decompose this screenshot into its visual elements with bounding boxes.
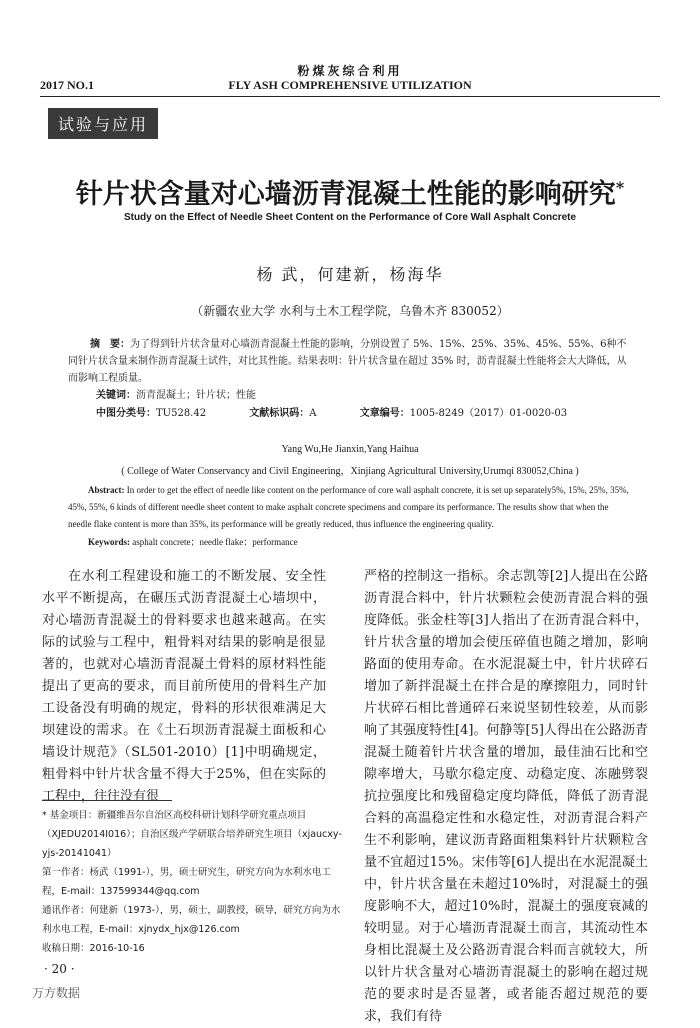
footnote-rule (42, 800, 172, 801)
abstract-cn-text: 为了得到针片状含量对心墙沥青混凝土性能的影响，分别设置了 5%、15%、25%、35%、45%、55%、6种不同针片状含量来制作沥青混凝土试件，对比其性能。结果表明：针片状含量在超过 35% 时，沥青混凝土性能将会大大降低，从而影响工程质量。 (68, 339, 627, 384)
footnotes (42, 806, 342, 958)
classification-line (96, 404, 636, 419)
watermark: 万方数据 (32, 986, 81, 1000)
body-column-right (364, 566, 648, 1028)
footnote-corresponding-author: 通讯作者：何建新（1973-），男，硕士，副教授，硕导，研究方向为水利水电工程，E-mail：xjnydx_hjx@126.com (42, 905, 341, 935)
paper-title-en: Study on the Effect of Needle Sheet Content on the Performance of Core Wall Asphalt Concrete (123, 212, 577, 223)
doc-code-value: A (309, 408, 317, 419)
keywords-en-text: asphalt concrete；needle flake；performance (130, 537, 298, 547)
body-paragraph: 在水利工程建设和施工的不断发展、安全性水平不断提高，在碾压式沥青混凝土心墙坝中，对心墙沥青混凝土的骨料要求也越来越高。在实际的试验与工程中，粗骨料对结果的影响是很显著的，也就对心墙沥青混凝土骨料的原材料性能提出了更高的要求，而目前所使用的骨料生产加工设备没有明确的规定，骨料的形状很难满足大坝建设的需求。在《土石坝沥青混凝土面板和心墙设计规范》（SL501-2010）[1]中明确规定，粗骨料中针片状含量不得大于25%，但在实际的工程中，往往没有很 (42, 569, 326, 804)
clc-value: TU528.42 (156, 408, 207, 419)
paper-title-cn (0, 172, 700, 211)
article-no-value: 1005-8249（2017）01-0020-03 (409, 408, 568, 419)
footnote-funding: * 基金项目：新疆维吾尔自治区高校科研计划科学研究重点项目（XJEDU2014I016）；自治区级产学研联合培养研究生项目（xjaucxy-yjs-20141041） (42, 810, 342, 859)
header-rule (40, 96, 660, 97)
authors-en: Yang Wu,He Jianxin,Yang Haihua (281, 444, 419, 455)
section-label: 试验与应用 (48, 108, 158, 139)
doc-code-label: 文献标识码： (249, 408, 310, 419)
abstract-en (68, 482, 634, 533)
keywords-en (88, 535, 298, 548)
clc-label: 中图分类号： (96, 408, 156, 419)
affiliation-en: ( College of Water Conservancy and Civil Engineering，Xinjiang Agricultural University,Urumqi 830052,China ) (121, 466, 579, 477)
keywords-cn (96, 386, 256, 401)
page-number: · 20 · (44, 962, 75, 976)
article-no-label: 文章编号： (359, 408, 410, 419)
abstract-cn-label: 摘 要： (90, 339, 130, 350)
footnote-first-author: 第一作者：杨武（1991-），男，硕士研究生，研究方向为水利水电工程，E-mail：137599344@qq.com (42, 867, 331, 897)
abstract-en-label: Abstract: (88, 485, 125, 495)
body-column-left (42, 566, 326, 808)
journal-name-cn: 粉煤灰综合利用 (297, 64, 403, 78)
abstract-en-text: In order to get the effect of needle like content on the performance of core wall asphalt concrete, it is set up separately5%, 15%, 25%, 35%, 45%, 55%, 6 kinds of different needle sheet content to make asphalt concrete specimens and compare its performance. The results show that when the needle flake content is more than 35%, its performance will be greatly reduced, thus influence the engineering quality. (68, 485, 629, 529)
abstract-cn (68, 336, 634, 387)
keywords-cn-text: 沥青混凝土；针片状；性能 (136, 390, 256, 401)
affiliation-cn: （新疆农业大学 水利与土木工程学院，乌鲁木齐 830052） (191, 304, 509, 318)
keywords-cn-label: 关键词： (96, 390, 136, 401)
title-text: 针片状含量对心墙沥青混凝土性能的影响研究 (75, 179, 616, 210)
title-footnote-mark: * (615, 178, 625, 197)
authors-cn: 杨 武，何建新，杨海华 (256, 265, 444, 284)
journal-name-en: FLY ASH COMPREHENSIVE UTILIZATION (228, 78, 472, 92)
body-paragraph: 严格的控制这一指标。余志凯等[2]人提出在公路沥青混合料中，针片状颗粒会使沥青混合料的强度降低。张金柱等[3]人指出了在沥青混合料中，针片状含量的增加会使压碎值也随之增加，影响路面的使用寿命。在水泥混凝土中，针片状碎石增加了新拌混凝土在拌合是的摩擦阻力，同时针片状碎石相比普通碎石来说坚韧性较差，从而影响了其强度特性[4]。何静等[5]人得出在公路沥青混凝土随着针片状含量的增加，最佳油石比和空隙率增大，马歇尔稳定度、动稳定度、冻融劈裂抗拉强度比和残留稳定度均降低，降低了沥青混合料的高温稳定性和水稳定性，对沥青混合料产生不利影响，建议沥青路面粗集料针片状颗粒含量不宜超过15%。宋伟等[6]人提出在水泥混凝土中，针片状含量在未超过10%时，对混凝土的强度影响不大，超过10%时，混凝土的强度衰减的较明显。对于心墙沥青混凝土而言，其流动性本身相比混凝土及公路沥青混合料而言就较大，所以针片状含量对心墙沥青混凝土的影响在超过规范的要求时是否显著，或者能否超过规范的要求，我们有待 (364, 569, 648, 1024)
year-issue: 2017 NO.1 (40, 78, 94, 92)
footnote-received-date: 收稿日期：2016-10-16 (42, 943, 145, 954)
keywords-en-label: Keywords: (88, 537, 130, 547)
